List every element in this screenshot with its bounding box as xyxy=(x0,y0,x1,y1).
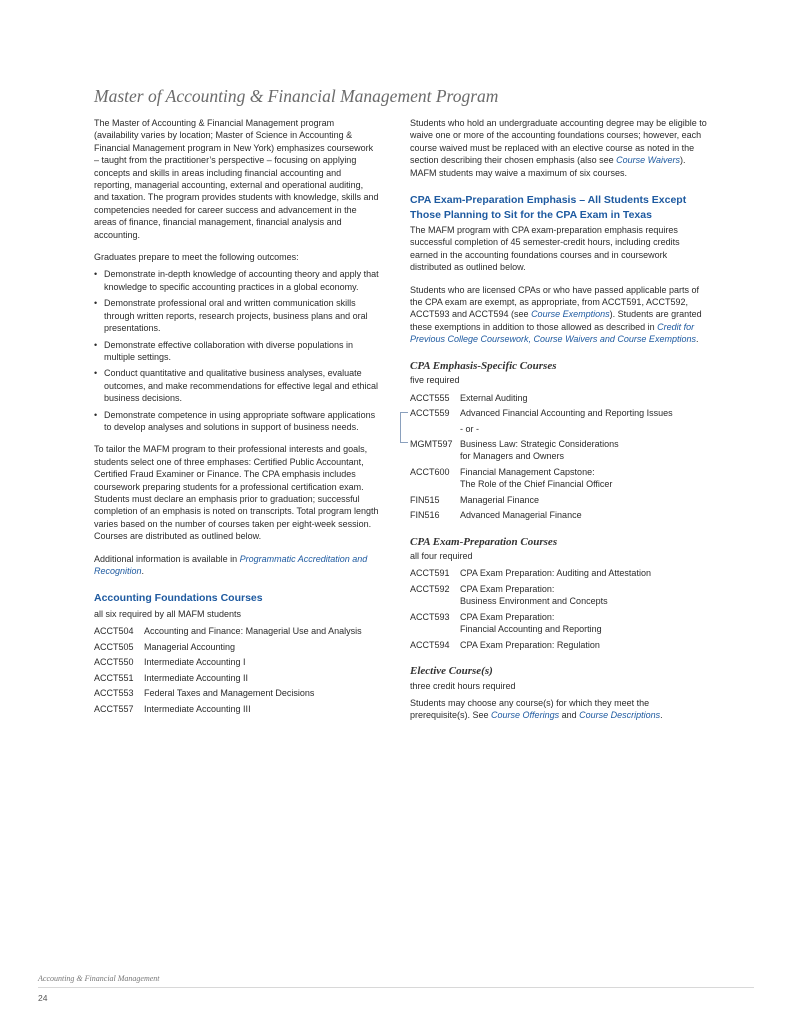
course-exemptions-link[interactable]: Course Exemptions xyxy=(531,309,610,320)
prep-courses-subheading: all four required xyxy=(410,551,473,562)
course-row xyxy=(94,687,380,699)
course-code: ACCT505 xyxy=(94,641,134,652)
course-code: ACCT559 xyxy=(410,408,450,418)
course-row xyxy=(94,625,380,637)
prep-course-list xyxy=(410,567,710,651)
course-name: Managerial Finance xyxy=(460,494,540,505)
licensed-text-mid: ). Students are granted these exemptions in addition to those allowed as described in xyxy=(410,309,702,332)
course-row xyxy=(94,641,380,653)
outcome-item: • Conduct quantitative and qualitative business analyses, evaluate outcomes, and make recommendations for effective legal and ethical business decisions. xyxy=(94,367,380,404)
course-name: Intermediate Accounting II xyxy=(144,672,249,683)
course-name-line: The Role of the Chief Financial Officer xyxy=(460,479,613,490)
footer-divider xyxy=(38,987,754,988)
course-name-line: Business Environment and Concepts xyxy=(460,596,608,607)
course-code: ACCT553 xyxy=(94,688,134,699)
cpa-emphasis-heading: CPA Exam-Preparation Emphasis – All Students Except Those Planning to Sit for the CPA Exam in Texas xyxy=(410,194,687,221)
outcome-item: • Demonstrate in-depth knowledge of accounting theory and apply that knowledge to specific accounting practices in a global economy. xyxy=(94,268,380,293)
intro-paragraph: The Master of Accounting & Financial Management program (availability varies by location; Master of Science in Accounting & Financial Management program in New York) emphasizes coursework – taught from the practitioner’s perspective – focusing on applying concepts and skills in areas including financial accounting and reporting, managerial accounting, external and operational auditing, and taxation. The program provides students with knowledge, skills and competencies needed for career success and advancement in the areas of finance, financial management, financial analysis and accounting. xyxy=(94,118,379,240)
licensed-text: Students who are licensed CPAs or who have passed applicable parts of the CPA exam are exempt, as appropriate, from ACCT591, ACCT592, ACCT593 and ACCT594 (see xyxy=(410,284,700,320)
course-code: ACCT555 xyxy=(410,392,450,403)
course-name xyxy=(460,611,710,636)
course-row xyxy=(94,672,380,684)
course-row xyxy=(94,656,380,668)
left-column xyxy=(94,117,380,719)
course-waivers-link[interactable]: Course Waivers xyxy=(616,155,680,166)
course-name: External Auditing xyxy=(460,392,528,403)
course-row xyxy=(410,466,710,491)
course-name: CPA Exam Preparation: Auditing and Attestation xyxy=(460,568,651,579)
alternative-bracket xyxy=(400,412,408,443)
course-name xyxy=(460,466,710,491)
licensed-paragraph xyxy=(410,284,710,346)
emphasis-courses-heading: CPA Emphasis-Specific Courses xyxy=(410,359,557,372)
foundations-course-list xyxy=(94,625,380,715)
course-row xyxy=(410,611,710,636)
cpa-emphasis-text: The MAFM program with CPA exam-preparation emphasis requires successful completion of 45 semester-credit hours, including credits earned in the accounting foundations courses and in coursework distributed as outlined below. xyxy=(410,225,680,273)
course-code: ACCT557 xyxy=(94,703,134,714)
course-row xyxy=(410,392,710,404)
course-name-line: for Managers and Owners xyxy=(460,451,565,462)
course-row xyxy=(94,703,380,715)
course-name: Managerial Accounting xyxy=(144,641,236,652)
footer-title: Accounting & Financial Management xyxy=(38,974,160,983)
waive-text: Students who hold an undergraduate accounting degree may be eligible to waive one or more of the accounting foundations courses; however, each course waived must be replaced with an elective course as noted in the section describing their chosen emphasis (also see xyxy=(410,118,707,166)
outcome-item: • Demonstrate competence in using appropriate software applications to develop analyses and solutions in support of business needs. xyxy=(94,409,380,434)
waive-paragraph xyxy=(410,117,710,179)
waive-text-end: ). MAFM students may waive a maximum of six courses. xyxy=(410,155,686,178)
course-name: CPA Exam Preparation: Regulation xyxy=(460,639,600,650)
prep-courses-heading: CPA Exam-Preparation Courses xyxy=(410,535,558,548)
course-code: FIN515 xyxy=(410,494,440,505)
or-separator: - or - xyxy=(460,423,479,434)
course-code: MGMT597 xyxy=(410,438,453,449)
foundations-heading: Accounting Foundations Courses xyxy=(94,592,263,605)
page-title: Master of Accounting & Financial Management Program xyxy=(94,86,499,106)
course-descriptions-link[interactable]: Course Descriptions xyxy=(579,710,661,721)
course-row xyxy=(410,639,710,651)
right-column xyxy=(410,117,710,732)
alternative-course-group xyxy=(410,407,710,463)
credit-previous-coursework-link[interactable]: Credit for Previous College Coursework, Course Waivers and Course Exemptions xyxy=(410,321,696,345)
course-row xyxy=(410,509,710,521)
course-name xyxy=(460,438,710,463)
tailor-paragraph: To tailor the MAFM program to their professional interests and goals, students select one of three emphases: Certified Public Accountant, Certified Fraud Examiner or Finance. The CPA emphasis includes coursework preparing students for a professional certification exam. Students must declare an emphasis prior to graduation; successful completion of an emphasis is noted on transcripts. Total program length varies based on the number of courses taken per eight-week session. Courses are distributed as outlined below. xyxy=(94,444,379,542)
course-code: ACCT592 xyxy=(410,583,450,594)
licensed-text-end: . xyxy=(695,334,699,345)
course-name: Accounting and Finance: Managerial Use and Analysis xyxy=(144,626,362,637)
course-row xyxy=(410,583,710,608)
additional-info-text: Additional information is available in xyxy=(94,553,240,564)
elective-text-mid: and xyxy=(559,710,580,721)
course-code: ACCT593 xyxy=(410,611,450,622)
elective-paragraph xyxy=(410,697,710,722)
course-row xyxy=(410,567,710,579)
elective-heading: Elective Course(s) xyxy=(410,665,493,678)
course-name: Federal Taxes and Management Decisions xyxy=(144,688,315,699)
course-code: ACCT591 xyxy=(410,568,450,579)
page-number: 24 xyxy=(38,993,48,1003)
outcomes-list xyxy=(94,268,380,433)
course-name-line: Business Law: Strategic Considerations xyxy=(460,438,619,449)
accreditation-link[interactable]: Programmatic Accreditation and Recognition xyxy=(94,553,368,576)
course-name: Intermediate Accounting III xyxy=(144,703,251,714)
course-code: ACCT600 xyxy=(410,466,450,477)
course-name: Advanced Financial Accounting and Reporting Issues xyxy=(460,408,673,418)
course-name: Advanced Managerial Finance xyxy=(460,510,582,521)
course-row xyxy=(410,494,710,506)
course-code: ACCT550 xyxy=(94,657,134,668)
course-name-line: CPA Exam Preparation: xyxy=(460,583,555,594)
foundations-subheading: all six required by all MAFM students xyxy=(94,608,242,619)
additional-info xyxy=(94,553,380,578)
course-name-line: CPA Exam Preparation: xyxy=(460,611,555,622)
elective-subheading: three credit hours required xyxy=(410,680,516,691)
course-name-line: Financial Management Capstone: xyxy=(460,466,595,477)
elective-text: Students may choose any course(s) for which they meet the prerequisite(s). See xyxy=(410,697,650,721)
course-code: ACCT551 xyxy=(94,672,134,683)
course-offerings-link[interactable]: Course Offerings xyxy=(491,710,560,721)
course-row xyxy=(410,438,710,463)
outcome-item: • Demonstrate professional oral and written communication skills through written reports, research projects, business plans and oral presentations. xyxy=(94,297,380,334)
emphasis-course-list xyxy=(410,392,710,522)
course-name: Intermediate Accounting I xyxy=(144,657,246,668)
emphasis-courses-subheading: five required xyxy=(410,375,460,386)
outcomes-intro: Graduates prepare to meet the following outcomes: xyxy=(94,252,299,263)
course-name-line: Financial Accounting and Reporting xyxy=(460,624,602,635)
outcome-item: • Demonstrate effective collaboration with diverse populations in multiple settings. xyxy=(94,339,380,364)
course-code: FIN516 xyxy=(410,510,440,521)
course-code: ACCT504 xyxy=(94,626,134,637)
additional-info-suffix: . xyxy=(141,566,145,576)
course-row xyxy=(410,407,710,419)
course-code: ACCT594 xyxy=(410,639,450,650)
elective-text-end: . xyxy=(660,710,663,721)
course-name xyxy=(460,583,710,608)
